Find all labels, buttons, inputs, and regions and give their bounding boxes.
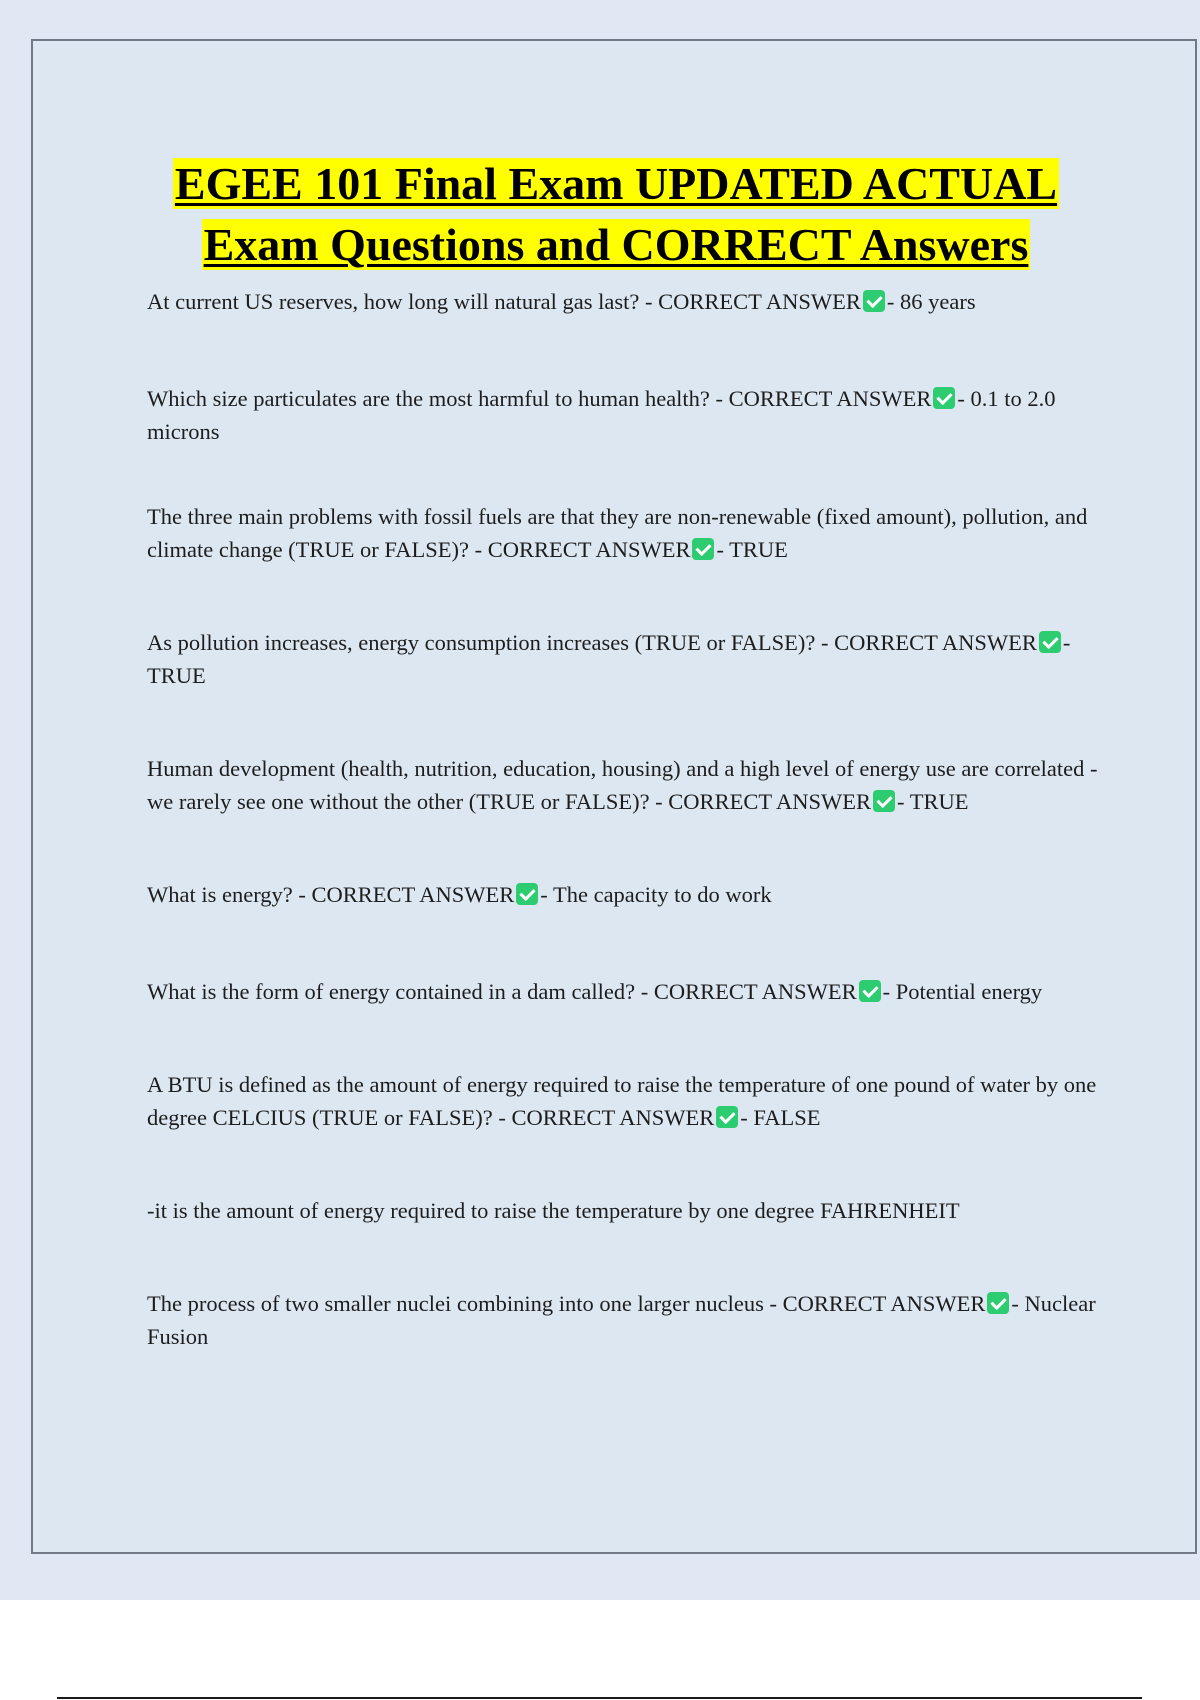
qa-item xyxy=(147,285,1127,318)
title-line-1: EGEE 101 Final Exam UPDATED ACTUAL xyxy=(174,158,1058,209)
answer-text: - 0.1 to 2.0 microns xyxy=(147,386,1056,444)
qa-list xyxy=(147,285,1127,1353)
qa-item xyxy=(147,382,1127,448)
checkmark-icon xyxy=(933,387,955,409)
question-text: As pollution increases, energy consumption increases (TRUE or FALSE)? - CORRECT ANSWER xyxy=(147,630,1037,655)
question-text: The three main problems with fossil fuels are that they are non-renewable (fixed amount), pollution, and climate change (TRUE or FALSE)? - CORRECT ANSWER xyxy=(147,504,1088,562)
question-text: A BTU is defined as the amount of energy required to raise the temperature of one pound of water by one degree CELCIUS (TRUE or FALSE)? - CORRECT ANSWER xyxy=(147,1072,1097,1130)
answer-text: - 86 years xyxy=(886,289,976,314)
qa-item xyxy=(147,878,1127,911)
answer-text: - TRUE xyxy=(716,537,788,562)
question-text: What is energy? - CORRECT ANSWER xyxy=(147,882,515,907)
note-text: -it is the amount of energy required to raise the temperature by one degree FAHRENHEIT xyxy=(147,1198,960,1223)
checkmark-icon xyxy=(716,1106,738,1128)
question-text: At current US reserves, how long will natural gas last? - CORRECT ANSWER xyxy=(147,289,861,314)
document-page xyxy=(31,39,1197,1554)
qa-item xyxy=(147,1068,1127,1134)
checkmark-icon xyxy=(987,1292,1009,1314)
qa-note xyxy=(147,1194,1127,1227)
qa-item xyxy=(147,500,1127,566)
question-text: What is the form of energy contained in a dam called? - CORRECT ANSWER xyxy=(147,979,857,1004)
answer-text: - TRUE xyxy=(147,630,1071,688)
answer-text: - TRUE xyxy=(897,789,969,814)
qa-item xyxy=(147,752,1127,818)
checkmark-icon xyxy=(873,790,895,812)
answer-text: - FALSE xyxy=(740,1105,821,1130)
checkmark-icon xyxy=(692,538,714,560)
checkmark-icon xyxy=(863,290,885,312)
answer-text: - The capacity to do work xyxy=(540,882,772,907)
question-text: Human development (health, nutrition, education, housing) and a high level of energy use are correlated - we rarely see one without the other (TRUE or FALSE)? - CORRECT ANSWER xyxy=(147,756,1098,814)
question-text: The process of two smaller nuclei combining into one larger nucleus - CORRECT ANSWER xyxy=(147,1291,986,1316)
answer-text: - Potential energy xyxy=(882,979,1043,1004)
checkmark-icon xyxy=(1039,631,1061,653)
answer-text: - Nuclear Fusion xyxy=(147,1291,1096,1349)
qa-item xyxy=(147,626,1127,692)
checkmark-icon xyxy=(516,883,538,905)
title-line-2: Exam Questions and CORRECT Answers xyxy=(203,219,1029,270)
question-text: Which size particulates are the most harmful to human health? - CORRECT ANSWER xyxy=(147,386,932,411)
checkmark-icon xyxy=(859,980,881,1002)
bottom-divider xyxy=(57,1697,1142,1699)
document-title xyxy=(33,153,1199,275)
qa-item xyxy=(147,1287,1127,1353)
qa-item xyxy=(147,975,1127,1008)
